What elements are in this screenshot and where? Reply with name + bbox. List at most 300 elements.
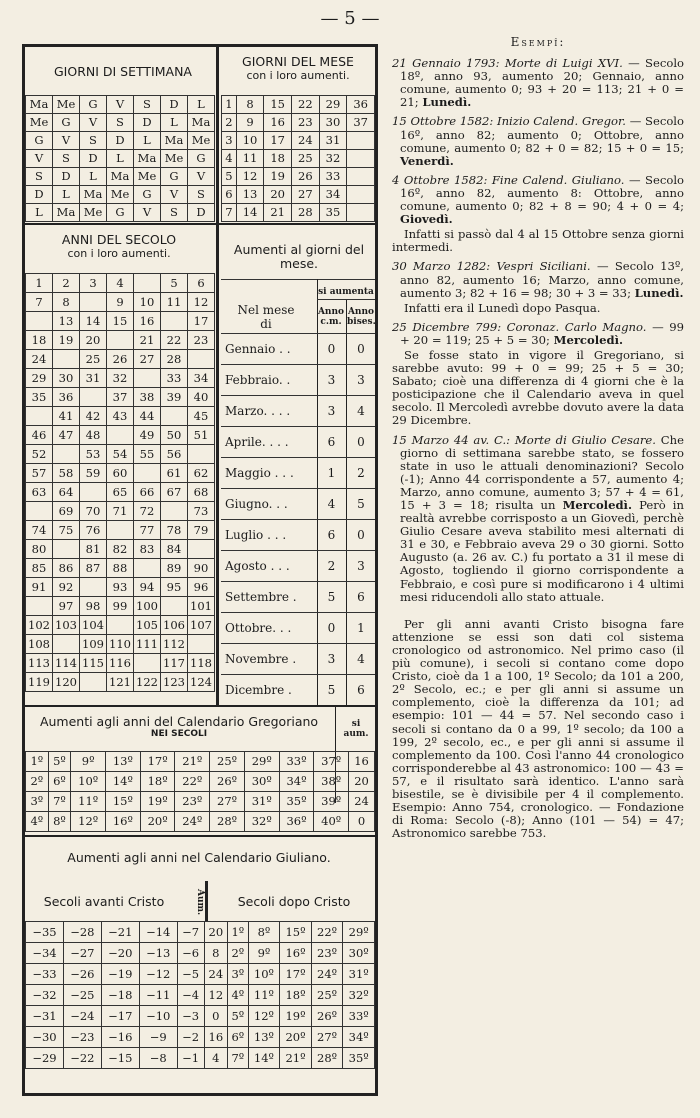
giuliano-cell: 35º	[343, 1048, 375, 1069]
gregoriano-cell: 34º	[279, 772, 314, 792]
giuliano-cell: 23º	[311, 943, 343, 964]
giuliano-cell: 24º	[311, 964, 343, 985]
giuliano-row	[26, 964, 375, 985]
giorni-mese-heading: GIORNI DEL MESE	[242, 54, 354, 69]
esempio-body: — Secolo 18º, anno 93, aumento 20; Gennaio, anno comune, aumento 0; 93 + 20 = 113; 21 + 0 = 21;	[400, 56, 685, 110]
giuliano-cell: −25	[63, 985, 101, 1006]
aumenti-mese-cell: 5	[357, 497, 365, 511]
giuliano-cell: 6º	[228, 1027, 249, 1048]
aumenti-mese-cell: Giugno. . .	[225, 497, 288, 511]
anni-secolo-row	[26, 502, 215, 521]
anni-secolo-row	[26, 312, 215, 331]
gregoriano-cell: 40º	[314, 812, 349, 832]
giorni-mese-row	[222, 114, 375, 132]
giuliano-cell: −7	[177, 922, 204, 943]
anni-secolo-cell: 10	[134, 293, 161, 312]
giorni-settimana-cell: D	[80, 150, 107, 168]
anni-secolo-cell: 59	[80, 464, 107, 483]
giorni-mese-row	[222, 186, 375, 204]
anni-secolo-cell: 110	[107, 635, 134, 654]
giuliano-cell: −27	[63, 943, 101, 964]
esempio-body: Che giorno di settimana sarebbe stato, se fossero state in uso le attuali denominazioni? Secolo (-1); Anno 44 corrispondente a 57, aumento 4; Marzo, anno comune, aumento 3; 57 + 4 = 61, 15 + 3 = 18; risulta un	[400, 432, 684, 512]
anni-secolo-cell: 95	[161, 578, 188, 597]
anni-secolo-cell: 6	[188, 274, 215, 293]
anni-secolo-cell: 2	[53, 274, 80, 293]
giuliano-cell: 24	[204, 964, 227, 985]
anni-secolo-cell: 67	[161, 483, 188, 502]
esempio-extra: Se fosse stato in vigore il Gregoriano, si sarebbe avuto: 99 + 0 = 99; 25 + 5 = 30; Sabato; cioè una differenza di 4 giorni che è la posticipazione che il Calendario aveva in quel secolo. Il Mercoledì avrebbe dovuto avere la data 29 Dicembre.	[392, 347, 684, 428]
anni-secolo-heading: ANNI DEL SECOLO	[61, 232, 177, 247]
giorni-mese-row	[222, 132, 375, 150]
giorni-mese-row	[222, 150, 375, 168]
anni-secolo-cell: 47	[53, 426, 80, 445]
giorni-mese-row	[222, 96, 375, 114]
giorni-settimana-cell: D	[188, 204, 215, 222]
anni-secolo-cell: 43	[107, 407, 134, 426]
anni-secolo-cell: 32	[107, 369, 134, 388]
gregoriano-col: si aum.	[343, 719, 369, 739]
anni-secolo-cell: 53	[80, 445, 107, 464]
giuliano-cell: 9º	[248, 943, 280, 964]
anni-secolo-cell: 29	[26, 369, 53, 388]
aumenti-mese-cell: 5	[327, 683, 336, 697]
anni-secolo-cell: 38	[134, 388, 161, 407]
aumenti-mese-cell: 6	[327, 435, 336, 449]
giorni-mese-cell: 4	[222, 150, 237, 168]
anni-secolo-cell: 17	[188, 312, 215, 331]
aumenti-mese-cell: 0	[327, 342, 336, 356]
giorni-mese-title	[221, 55, 375, 83]
anni-secolo-cell: 3	[80, 274, 107, 293]
anni-secolo-cell: 114	[53, 654, 80, 673]
giuliano-cell: 20º	[280, 1027, 312, 1048]
anni-secolo-cell	[107, 331, 134, 350]
aumenti-mese-row	[221, 519, 375, 551]
anni-secolo-cell	[53, 540, 80, 559]
giuliano-cell: 3º	[228, 964, 249, 985]
giuliano-cell: 34º	[343, 1027, 375, 1048]
giuliano-cell: −3	[177, 1006, 204, 1027]
giuliano-cell: 26º	[311, 1006, 343, 1027]
anni-secolo-cell: 105	[134, 616, 161, 635]
giorni-mese-cell: 27	[292, 186, 320, 204]
anni-secolo-cell: 55	[134, 445, 161, 464]
giorni-settimana-cell: G	[161, 168, 188, 186]
aumenti-mese-cell: Maggio . . .	[225, 466, 294, 480]
aumenti-mese-cell: 1	[357, 621, 365, 635]
anni-secolo-cell: 65	[107, 483, 134, 502]
anni-secolo-cell: 84	[161, 540, 188, 559]
giorni-settimana-cell: D	[107, 132, 134, 150]
giorni-settimana-cell: Me	[107, 186, 134, 204]
giorni-settimana-cell: Ma	[134, 150, 161, 168]
giorni-settimana-cell: Ma	[161, 132, 188, 150]
giuliano-cell: 32º	[343, 985, 375, 1006]
anni-secolo-row	[26, 616, 215, 635]
anni-secolo-cell	[161, 502, 188, 521]
giuliano-cell: 16	[204, 1027, 227, 1048]
gregoriano-cell: 28º	[210, 812, 245, 832]
gregoriano-cell: 37º	[314, 752, 349, 772]
anni-secolo-row	[26, 540, 215, 559]
giorni-mese-cell: 30	[319, 114, 347, 132]
giorni-settimana-cell: Ma	[107, 168, 134, 186]
gregoriano-cell: 24	[349, 792, 375, 812]
anni-secolo-subtitle: con i loro aumenti.	[67, 247, 171, 260]
anni-secolo-cell: 46	[26, 426, 53, 445]
giorni-mese-cell	[347, 168, 375, 186]
gregoriano-cell: 11º	[71, 792, 106, 812]
giorni-settimana-cell: V	[53, 132, 80, 150]
giorni-settimana-row	[26, 150, 215, 168]
giuliano-cell: 19º	[280, 1006, 312, 1027]
anni-secolo-cell: 16	[134, 312, 161, 331]
anni-secolo-cell: 1	[26, 274, 53, 293]
anni-secolo-cell: 50	[161, 426, 188, 445]
esempio-head: 15 Marzo 44 av. C.: Morte di Giulio Cesare.	[392, 432, 661, 447]
anni-secolo-cell: 12	[188, 293, 215, 312]
giorni-settimana-cell: Ma	[26, 96, 53, 114]
gregoriano-cell: 32º	[244, 812, 279, 832]
esempio-body: — Secolo 13º, anno 82, aumento 16; Marzo, anno comune, aumento 3; 82 + 16 = 98; 30 + 3 = 33;	[400, 259, 684, 300]
giorni-mese-cell: 8	[236, 96, 264, 114]
gregoriano-cell: 27º	[210, 792, 245, 812]
gregoriano-cell: 20	[349, 772, 375, 792]
giorni-settimana-cell: G	[80, 96, 107, 114]
esempio-result: Mercoledì.	[553, 332, 624, 347]
giuliano-cell: −23	[63, 1027, 101, 1048]
giuliano-cell: −6	[177, 943, 204, 964]
anni-secolo-cell: 69	[53, 502, 80, 521]
giuliano-cell: −14	[139, 922, 177, 943]
aumenti-mese-cell: 0	[357, 342, 365, 356]
giorni-mese-cell: 1	[222, 96, 237, 114]
aumenti-mese-row	[221, 581, 375, 613]
giorni-settimana-cell: G	[134, 186, 161, 204]
anni-secolo-cell: 122	[134, 673, 161, 692]
aumenti-mese-cell: Febbraio. .	[225, 373, 291, 387]
anni-secolo-cell	[107, 521, 134, 540]
giorni-mese-cell: 2	[222, 114, 237, 132]
anni-secolo-cell: 9	[107, 293, 134, 312]
giorni-settimana-cell: Ma	[80, 186, 107, 204]
giorni-mese-cell: 28	[292, 204, 320, 222]
giorni-mese-cell: 6	[222, 186, 237, 204]
giorni-settimana-table	[25, 95, 215, 222]
anni-secolo-row	[26, 559, 215, 578]
anni-secolo-cell	[134, 274, 161, 293]
gregoriano-cell: 25º	[210, 752, 245, 772]
anni-secolo-row	[26, 673, 215, 692]
giuliano-cell: 13º	[248, 1027, 280, 1048]
anni-secolo-cell: 89	[161, 559, 188, 578]
esempio-head: 21 Gennaio 1793: Morte di Luigi XVI.	[392, 56, 629, 71]
aumenti-mese-row	[221, 333, 375, 365]
esempio-body: — 99 + 20 = 119; 25 + 5 = 30;	[400, 319, 684, 347]
anni-secolo-cell: 51	[188, 426, 215, 445]
gregoriano-cell: 26º	[210, 772, 245, 792]
esempio-result: Lunedì.	[634, 285, 684, 300]
anni-secolo-cell: 73	[188, 502, 215, 521]
aumenti-mese-cell: Settembre .	[225, 590, 297, 604]
aumenti-mese-cell: Dicembre .	[225, 683, 292, 697]
anni-secolo-cell: 119	[26, 673, 53, 692]
giorni-settimana-row	[26, 114, 215, 132]
esempio-result: Venerdì.	[400, 153, 454, 168]
anni-secolo-cell: 42	[80, 407, 107, 426]
aumenti-mese-cell: 5	[327, 590, 336, 604]
giorni-settimana-cell: V	[107, 96, 134, 114]
giuliano-row	[26, 943, 375, 964]
anni-secolo-cell: 98	[80, 597, 107, 616]
giuliano-cell: −33	[26, 964, 64, 985]
esempio	[392, 57, 684, 109]
giorni-mese-cell: 22	[292, 96, 320, 114]
anni-secolo-cell: 20	[80, 331, 107, 350]
giuliano-cell: 12º	[248, 1006, 280, 1027]
col-mese: Nel mese di	[237, 303, 295, 331]
giuliano-cell: 4	[204, 1048, 227, 1069]
aumenti-mese-cell: Aprile. . . .	[225, 435, 289, 449]
anni-secolo-cell	[188, 635, 215, 654]
giorni-mese-cell: 11	[236, 150, 264, 168]
giorni-settimana-cell: D	[53, 168, 80, 186]
giuliano-cell: −18	[101, 985, 139, 1006]
aumenti-mese-row	[221, 364, 375, 396]
gregoriano-row	[26, 792, 375, 812]
anni-secolo-cell: 33	[161, 369, 188, 388]
anni-secolo-cell: 99	[107, 597, 134, 616]
anni-secolo-cell: 15	[107, 312, 134, 331]
esempio-extra: Infatti era il Lunedì dopo Pasqua.	[404, 300, 601, 315]
giuliano-cell: 33º	[343, 1006, 375, 1027]
gregoriano-cell: 9º	[71, 752, 106, 772]
anni-secolo-cell: 123	[161, 673, 188, 692]
anni-secolo-cell	[134, 559, 161, 578]
giuliano-table	[25, 921, 375, 1069]
anni-secolo-cell: 111	[134, 635, 161, 654]
giorni-settimana-cell: S	[161, 204, 188, 222]
giorni-mese-cell: 19	[264, 168, 292, 186]
page-number: — 5 —	[320, 8, 380, 29]
anni-secolo-cell: 57	[26, 464, 53, 483]
aumenti-mese-row	[221, 643, 375, 675]
aumenti-mese-row	[221, 488, 375, 520]
gregoriano-cell: 15º	[106, 792, 141, 812]
anni-secolo-cell	[107, 426, 134, 445]
aumenti-mese-row	[221, 395, 375, 427]
anni-secolo-table	[25, 273, 215, 692]
giorni-mese-cell: 7	[222, 204, 237, 222]
gregoriano-cell: 38º	[314, 772, 349, 792]
giuliano-cell: −5	[177, 964, 204, 985]
anni-secolo-cell: 52	[26, 445, 53, 464]
aumenti-mese-cell: 6	[357, 590, 365, 604]
anni-secolo-cell: 23	[188, 331, 215, 350]
giuliano-cell: −12	[139, 964, 177, 985]
gregoriano-cell: 4º	[26, 812, 49, 832]
gregoriano-cell: 13º	[106, 752, 141, 772]
anni-secolo-cell: 31	[80, 369, 107, 388]
giuliano-cell: −20	[101, 943, 139, 964]
anni-secolo-cell: 71	[107, 502, 134, 521]
anni-secolo-cell: 48	[80, 426, 107, 445]
anni-secolo-cell: 19	[53, 331, 80, 350]
giuliano-cell: −24	[63, 1006, 101, 1027]
aumenti-mese-cell: 0	[327, 621, 336, 635]
aumenti-mese-cell: 0	[357, 435, 365, 449]
esempio-extra: Infatti si passò dal 4 al 15 Ottobre senza giorni intermedi.	[392, 227, 684, 255]
anni-secolo-cell: 117	[161, 654, 188, 673]
giorni-settimana-cell: Me	[161, 150, 188, 168]
giuliano-cell: −11	[139, 985, 177, 1006]
anni-secolo-cell: 54	[107, 445, 134, 464]
anni-secolo-cell: 121	[107, 673, 134, 692]
anni-secolo-cell: 36	[53, 388, 80, 407]
giorni-mese-cell: 5	[222, 168, 237, 186]
giuliano-cell: 31º	[343, 964, 375, 985]
giorni-mese-cell: 37	[347, 114, 375, 132]
gregoriano-cell: 16º	[106, 812, 141, 832]
anni-secolo-cell: 104	[80, 616, 107, 635]
anni-secolo-cell: 26	[107, 350, 134, 369]
anni-secolo-cell: 37	[107, 388, 134, 407]
aumenti-mese-cell: 3	[357, 373, 365, 387]
anni-secolo-cell: 35	[26, 388, 53, 407]
aumenti-mese-cell: 4	[357, 652, 365, 666]
anni-secolo-cell: 21	[134, 331, 161, 350]
aumenti-mese-cell: 6	[327, 528, 336, 542]
anni-secolo-cell	[134, 369, 161, 388]
anni-secolo-cell: 78	[161, 521, 188, 540]
giorni-settimana-cell: L	[80, 168, 107, 186]
giorni-settimana-cell: G	[53, 114, 80, 132]
gregoriano-cell: 17º	[140, 752, 175, 772]
giuliano-dc: Secoli dopo Cristo	[237, 894, 351, 909]
gregoriano-cell: 19º	[140, 792, 175, 812]
anni-secolo-cell: 34	[188, 369, 215, 388]
anni-secolo-cell: 58	[53, 464, 80, 483]
giorni-mese-cell: 15	[264, 96, 292, 114]
anni-secolo-cell	[26, 407, 53, 426]
aumenti-mese-cell: 4	[357, 404, 365, 418]
giorni-mese-cell: 16	[264, 114, 292, 132]
gregoriano-cell: 23º	[175, 792, 210, 812]
aumenti-mese-cell: 1	[327, 466, 336, 480]
gregoriano-cell: 18º	[140, 772, 175, 792]
gregoriano-cell: 7º	[48, 792, 71, 812]
giuliano-cell: −16	[101, 1027, 139, 1048]
esempio	[392, 434, 684, 604]
esempio-body: — Secolo 16º, anno 82; aumento 0; Ottobre, anno comune, aumento 0; 82 + 0 = 82; 15 + 0 = 15;	[400, 114, 684, 155]
giorni-settimana-cell: L	[26, 204, 53, 222]
anni-secolo-cell: 116	[107, 654, 134, 673]
gregoriano-cell: 31º	[244, 792, 279, 812]
gregoriano-cell: 1º	[26, 752, 49, 772]
calendar-tables	[22, 44, 378, 1096]
giuliano-cell: −13	[139, 943, 177, 964]
gregoriano-row	[26, 772, 375, 792]
giorni-mese-subtitle: con i loro aumenti.	[246, 69, 350, 82]
anni-secolo-title	[29, 233, 209, 261]
giorni-settimana-title: GIORNI DI SETTIMANA	[53, 64, 192, 79]
gregoriano-cell: 39º	[314, 792, 349, 812]
anni-secolo-cell: 79	[188, 521, 215, 540]
anni-secolo-cell: 82	[107, 540, 134, 559]
anni-secolo-cell: 30	[53, 369, 80, 388]
anni-secolo-cell	[53, 635, 80, 654]
aumenti-mese-table	[221, 279, 375, 705]
anni-secolo-cell	[188, 540, 215, 559]
anni-secolo-cell: 7	[26, 293, 53, 312]
gregoriano-cell: 12º	[71, 812, 106, 832]
giorni-mese-cell: 24	[292, 132, 320, 150]
aumenti-mese-cell: 4	[327, 497, 336, 511]
esempio	[392, 174, 684, 226]
giorni-settimana-row	[26, 96, 215, 114]
anni-secolo-row	[26, 369, 215, 388]
giorni-settimana-cell: D	[134, 114, 161, 132]
giuliano-cell: 27º	[311, 1027, 343, 1048]
gregoriano-cell: 2º	[26, 772, 49, 792]
anni-secolo-cell: 41	[53, 407, 80, 426]
giuliano-cell: −29	[26, 1048, 64, 1069]
giuliano-cell: −31	[26, 1006, 64, 1027]
giuliano-cell: −22	[63, 1048, 101, 1069]
anni-secolo-cell: 11	[161, 293, 188, 312]
anni-secolo-cell: 88	[107, 559, 134, 578]
giuliano-cell: 1º	[228, 922, 249, 943]
anni-secolo-row	[26, 426, 215, 445]
giorni-mese-cell: 14	[236, 204, 264, 222]
esempio-head: 15 Ottobre 1582: Inizio Calend. Gregor.	[392, 114, 630, 129]
giorni-settimana-cell: V	[134, 204, 161, 222]
aumenti-mese-cell: 3	[327, 373, 336, 387]
giuliano-cell: −32	[26, 985, 64, 1006]
anni-secolo-row	[26, 597, 215, 616]
giorni-mese-cell: 13	[236, 186, 264, 204]
giorni-mese-cell: 21	[264, 204, 292, 222]
giorni-settimana-cell: V	[188, 168, 215, 186]
giuliano-cell: −34	[26, 943, 64, 964]
giuliano-ac: Secoli avanti Cristo	[43, 894, 165, 909]
aumenti-mese-cell: 3	[327, 652, 336, 666]
anni-secolo-cell: 76	[80, 521, 107, 540]
gregoriano-cell: 10º	[71, 772, 106, 792]
giorni-settimana-cell: V	[161, 186, 188, 204]
giuliano-cell: 5º	[228, 1006, 249, 1027]
aumenti-mese-row	[221, 550, 375, 582]
anni-secolo-row	[26, 483, 215, 502]
anni-secolo-cell: 74	[26, 521, 53, 540]
anni-secolo-row	[26, 654, 215, 673]
giorni-settimana-cell: S	[107, 114, 134, 132]
giuliano-cell: −9	[139, 1027, 177, 1048]
giuliano-cell: −19	[101, 964, 139, 985]
giorni-mese-cell: 29	[319, 96, 347, 114]
anni-secolo-cell: 5	[161, 274, 188, 293]
anni-secolo-cell: 61	[161, 464, 188, 483]
gregoriano-cell: 22º	[175, 772, 210, 792]
anni-secolo-cell: 75	[53, 521, 80, 540]
giorni-settimana-cell: L	[134, 132, 161, 150]
anni-secolo-cell: 106	[161, 616, 188, 635]
giuliano-cell: 28º	[311, 1048, 343, 1069]
anni-secolo-cell: 77	[134, 521, 161, 540]
anni-secolo-cell	[161, 407, 188, 426]
esempio	[392, 260, 684, 299]
giorni-mese-cell	[347, 132, 375, 150]
